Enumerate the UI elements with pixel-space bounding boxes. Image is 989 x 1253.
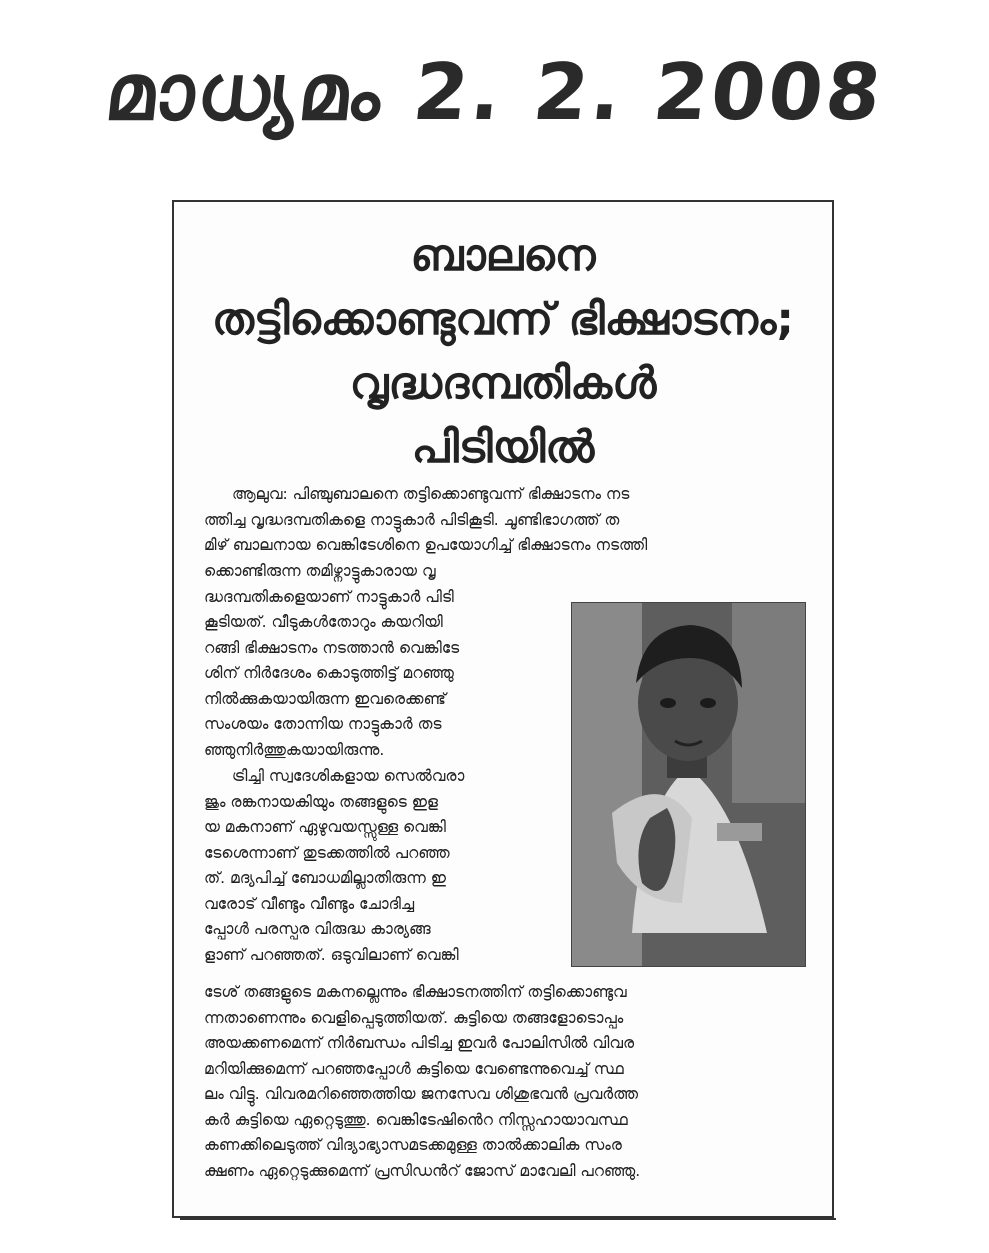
body-line: ക്കൊണ്ടിരുന്ന തമിഴ്നാട്ടുകാരായ വൃ [204,562,436,580]
body-line: കർ കുട്ടിയെ ഏറ്റെടുത്തു. വെങ്കിടേഷിൻെറ നിസ്സഹായാവസ്ഥ [204,1110,628,1129]
body-line: കൂടിയത്. വീടുകൾതോറും കയറിയി [204,613,443,631]
article-paragraph-2 [204,764,572,968]
body-line: ടേശ് തങ്ങളുടെ മകനല്ലെന്നും ഭിക്ഷാടനത്തിന് തട്ടിക്കൊണ്ടുവ [204,983,627,1001]
article-paragraph-3 [204,980,814,1184]
boy-photo-illustration [572,603,805,966]
body-line: ഞ്ഞുനിർത്തുകയായിരുന്നു. [204,740,385,759]
headline-line: പിടിയിൽ [411,422,595,473]
body-line: വരോട് വീണ്ടും വീണ്ടും ചോദിച്ച [204,894,415,913]
article-headline [174,224,832,480]
news-clipping [172,200,834,1218]
body-line: ത്തിച്ച വൃദ്ധദമ്പതികളെ നാട്ടുകാർ പിടികൂടി. ചൂണ്ടിഭാഗത്ത് ത [204,510,620,529]
body-line: ക്ഷണം ഏറ്റെടുക്കുമെന്ന് പ്രസിഡൻറ് ജോസ് മാവേലി പറഞ്ഞു. [204,1161,641,1180]
body-line: ട്രിച്ചി സ്വദേശികളായ സെൽവരാ [232,767,465,785]
bottom-rule [180,1218,836,1220]
newspaper-masthead: മാധ്യമം 2. 2. 2008 [101,48,888,138]
body-line: നിൽക്കുകയായിരുന്ന ഇവരെക്കണ്ട് [204,689,446,708]
body-line: റങ്ങി ഭിക്ഷാടനം നടത്താൻ വെങ്കിടേ [204,638,460,657]
boy-photo [571,602,806,967]
body-line: യ മകനാണ് ഏഴുവയസ്സുള്ള വെങ്കി [204,818,446,836]
headline-line: ബാലനെ [410,230,596,281]
body-line: കണക്കിലെടുത്ത് വിദ്യാഭ്യാസമടക്കമുള്ള താൽക്കാലിക സംര [204,1136,622,1154]
body-line: ത്. മദ്യപിച്ച് ബോധമില്ലാതിരുന്ന ഇ [204,869,446,887]
body-line: ലം വിട്ടു. വിവരമറിഞ്ഞെത്തിയ ജനസേവ ശിശുഭവൻ പ്രവർത്ത [204,1085,638,1103]
body-line: ആലുവ: പിഞ്ചുബാലനെ തട്ടിക്കൊണ്ടുവന്ന് ഭിക്ഷാടനം നട [232,485,630,503]
article-paragraph-1 [204,559,572,763]
body-line: മറിയിക്കുമെന്ന് പറഞ്ഞപ്പോൾ കുട്ടിയെ വേണ്ടെന്നുവെച്ച് സ്ഥ [204,1059,624,1078]
body-line: സംശയം തോന്നിയ നാട്ടുകാർ തട [204,715,442,733]
body-line: ടേശെന്നാണ് തുടക്കത്തിൽ പറഞ്ഞ [204,843,450,862]
body-line: പ്പോൾ പരസ്പര വിരുദ്ധ കാര്യങ്ങ [204,920,431,938]
headline-line: തട്ടിക്കൊണ്ടുവന്ന് ഭിക്ഷാടനം; [212,294,794,345]
body-line: അയക്കണമെന്ന് നിർബന്ധം പിടിച്ച ഇവർ പോലിസിൽ വിവര [204,1034,635,1052]
headline-line: വൃദ്ധദമ്പതികൾ [349,358,657,409]
body-line: ളാണ് പറഞ്ഞത്. ഒടുവിലാണ് വെങ്കി [204,945,459,964]
body-line: ജും രങ്കനായകിയും തങ്ങളുടെ ഇള [204,792,438,811]
body-line: ശിന് നിർദേശം കൊടുത്തിട്ട് മറഞ്ഞു [204,664,454,682]
body-line: ന്നതാണെന്നും വെളിപ്പെടുത്തിയത്. കുട്ടിയെ തങ്ങളോടൊപ്പം [204,1008,624,1027]
body-line: ദ്ധദമ്പതികളെയാണ് നാട്ടുകാർ പിടി [204,587,454,606]
article-intro [204,482,814,559]
body-line: മിഴ് ബാലനായ വെങ്കിടേശിനെ ഉപയോഗിച്ച് ഭിക്ഷാടനം നടത്തി [204,536,648,554]
